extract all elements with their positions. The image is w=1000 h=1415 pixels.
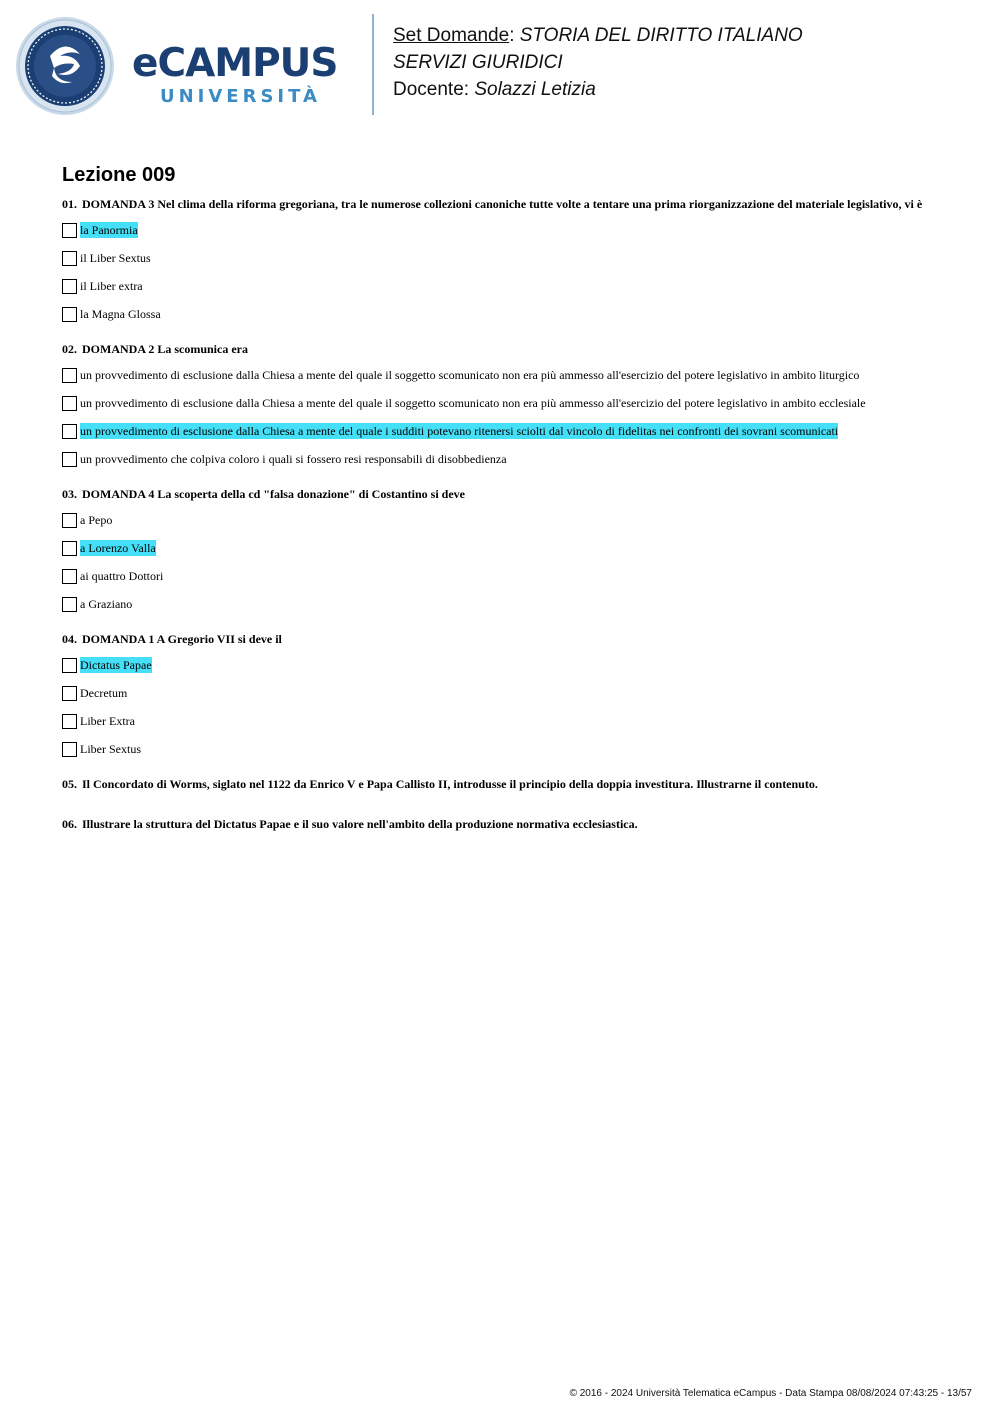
question-number: 05. — [62, 777, 77, 791]
question-text — [62, 488, 942, 501]
highlighted-answer-label: Dictatus Papae — [80, 658, 152, 672]
answer-label: un provvedimento di esclusione dalla Chiesa a mente del quale il soggetto scomunicato non era più ammesso all'esercizio del potere legislativo in ambito liturgico — [80, 368, 860, 382]
set-line — [393, 22, 983, 49]
set-label: Set Domande — [393, 25, 510, 46]
checkbox-icon[interactable] — [62, 424, 77, 439]
answer-option[interactable] — [62, 248, 942, 268]
questions-content — [62, 162, 942, 858]
highlighted-answer-label: la Panormia — [80, 223, 138, 237]
checkbox-icon[interactable] — [62, 513, 77, 528]
checkbox-icon[interactable] — [62, 714, 77, 729]
answer-option[interactable] — [62, 739, 942, 759]
question-prompt: Il Concordato di Worms, siglato nel 1122 da Enrico V e Papa Callisto II, introdusse il principio della doppia investitura. Illustrarne il contenuto. — [82, 777, 818, 791]
answer-option[interactable] — [62, 393, 942, 413]
answer-option[interactable] — [62, 276, 942, 296]
question-block — [62, 198, 942, 324]
page-footer: © 2016 - 2024 Università Telematica eCampus - Data Stampa 08/08/2024 07:43:25 - 13/57 — [569, 1388, 972, 1399]
question-number: 06. — [62, 817, 77, 831]
ecampus-logo — [132, 41, 357, 114]
answer-label: a Pepo — [80, 513, 113, 527]
answer-label: un provvedimento che colpiva coloro i quali si fossero resi responsabili di disobbedienza — [80, 452, 507, 466]
answer-option[interactable] — [62, 421, 942, 441]
answer-label: un provvedimento di esclusione dalla Chiesa a mente del quale il soggetto scomunicato non era più ammesso all'esercizio del potere legislativo in ambito ecclesiale — [80, 396, 866, 410]
answer-label: Liber Extra — [80, 714, 135, 728]
answer-label: ai quattro Dottori — [80, 569, 164, 583]
answer-label: la Magna Glossa — [80, 307, 161, 321]
question-number: 02. — [62, 342, 77, 356]
question-block — [62, 343, 942, 469]
question-text — [62, 343, 942, 356]
question-text — [62, 198, 942, 211]
question-list — [62, 198, 942, 759]
answer-option[interactable] — [62, 538, 942, 558]
header-info — [393, 22, 983, 103]
docente-label: Docente: — [393, 79, 475, 100]
answer-option[interactable] — [62, 510, 942, 530]
question-prompt: Illustrare la struttura del Dictatus Papae e il suo valore nell'ambito della produzione normativa ecclesiastica. — [82, 817, 638, 831]
answer-option[interactable] — [62, 566, 942, 586]
answer-label: Liber Sextus — [80, 742, 141, 756]
question-block — [62, 633, 942, 759]
docente-line — [393, 76, 983, 103]
checkbox-icon[interactable] — [62, 251, 77, 266]
question-prompt: DOMANDA 4 La scoperta della cd "falsa donazione" di Costantino si deve — [82, 487, 465, 501]
header-divider — [372, 14, 374, 115]
answer-option[interactable] — [62, 655, 942, 675]
question-block — [62, 488, 942, 614]
docente-name: Solazzi Letizia — [474, 79, 596, 100]
answer-option[interactable] — [62, 594, 942, 614]
highlighted-answer-label: un provvedimento di esclusione dalla Chiesa a mente del quale i sudditi potevano ritenersi sciolti dal vincolo di fidelitas nei confronti dei sovrani scomunicati — [80, 424, 839, 438]
course-title: STORIA DEL DIRITTO ITALIANO — [519, 25, 803, 46]
answer-option[interactable] — [62, 304, 942, 324]
answer-option[interactable] — [62, 220, 942, 240]
question-number: 01. — [62, 197, 77, 211]
question-prompt: DOMANDA 3 Nel clima della riforma gregoriana, tra le numerose collezioni canoniche tutte volte a tentare una prima riorganizzazione del materiale legislativo, vi è — [82, 197, 923, 211]
checkbox-icon[interactable] — [62, 452, 77, 467]
question-number: 03. — [62, 487, 77, 501]
checkbox-icon[interactable] — [62, 686, 77, 701]
answer-label: il Liber Sextus — [80, 251, 151, 265]
brand-subtitle: UNIVERSITÀ — [160, 86, 321, 107]
checkbox-icon[interactable] — [62, 368, 77, 383]
question-text — [62, 633, 942, 646]
set-separator: : — [509, 25, 520, 46]
ecampus-seal-icon — [14, 16, 116, 116]
question-prompt: DOMANDA 1 A Gregorio VII si deve il — [82, 632, 282, 646]
checkbox-icon[interactable] — [62, 223, 77, 238]
answer-option[interactable] — [62, 711, 942, 731]
checkbox-icon[interactable] — [62, 396, 77, 411]
question-prompt: DOMANDA 2 La scomunica era — [82, 342, 248, 356]
checkbox-icon[interactable] — [62, 742, 77, 757]
answer-label: il Liber extra — [80, 279, 143, 293]
course-subtitle: SERVIZI GIURIDICI — [393, 52, 563, 73]
brand-name: eCAMPUS — [132, 41, 338, 86]
highlighted-answer-label: a Lorenzo Valla — [80, 541, 156, 555]
page-header — [0, 0, 1000, 130]
answer-option[interactable] — [62, 449, 942, 469]
answer-option[interactable] — [62, 683, 942, 703]
question-number: 04. — [62, 632, 77, 646]
checkbox-icon[interactable] — [62, 279, 77, 294]
checkbox-icon[interactable] — [62, 541, 77, 556]
open-question — [62, 818, 942, 831]
open-question-list — [62, 778, 942, 831]
checkbox-icon[interactable] — [62, 307, 77, 322]
answer-label: a Graziano — [80, 597, 133, 611]
checkbox-icon[interactable] — [62, 569, 77, 584]
lesson-title: Lezione 009 — [62, 164, 176, 186]
answer-label: Decretum — [80, 686, 128, 700]
checkbox-icon[interactable] — [62, 597, 77, 612]
checkbox-icon[interactable] — [62, 658, 77, 673]
answer-option[interactable] — [62, 365, 942, 385]
open-question — [62, 778, 942, 791]
